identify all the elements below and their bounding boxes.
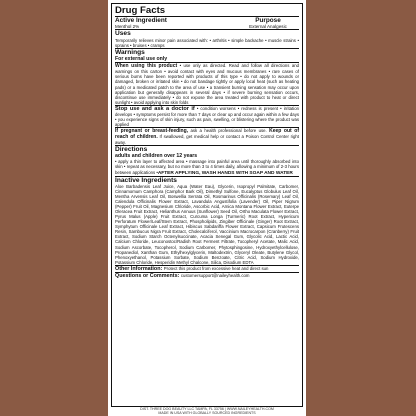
purpose-value: External Analgesic [249, 24, 287, 29]
directions-block [115, 159, 299, 175]
active-ingredient-header-row [115, 17, 299, 24]
stop-use-lead: Stop use and ask a doctor if [115, 105, 195, 112]
directions-heading: Directions [115, 146, 148, 154]
distributor-line: DIST. THREE DOG BEAUTY LLC TAMPA, FL 33756 | WWW.NAILEYHEALTH.COM [140, 407, 274, 411]
other-information-heading: Other Information: [115, 265, 163, 272]
warnings-heading: Warnings [115, 48, 145, 56]
wash-hands-notice: AFTER APPLYING, WASH HANDS WITH SOAP AND WATER [157, 170, 293, 176]
when-using-text: • use only as directed. Read and follow all directions and warnings on this carton • avoid contact with eyes and mucous membranes • rare cases of serious burns have been reported with products of this type • do not apply to wounds or damaged, broken or irritated skin • do not bandage tightly or apply local heat (such as heating pads) or a medicated patch to the area of use • a transient burning sensation may occur upon application but generally disappears in several days • if severe burning sensation occurs, discontinue use immediately • do not expose the area treated with product to heat or direct sunlight • avoid applying into skin folds [115, 63, 299, 105]
swallowed-text: If swallowed, get medical help or contact a Poison Control Center right away. [115, 133, 300, 145]
drug-facts-title: Drug Facts [115, 5, 166, 16]
external-use-notice: For external use only [115, 56, 168, 63]
stop-use-block [115, 106, 299, 127]
inactive-ingredients-heading: Inactive Ingredients [115, 176, 177, 184]
when-using-lead: When using this product [115, 63, 178, 70]
keep-out-of-reach: Keep out of reach of children. [115, 127, 300, 140]
pregnancy-block [115, 128, 299, 145]
support-email: customersupport@naileyhealth.com [180, 272, 250, 278]
uses-text: Temporarily relieves minor pain associated with: • arthritis • simple backache • muscle strains • sprains • bruises • cramps [115, 37, 299, 48]
stop-use-text: • condition worsens • redness is present • irritation develops • symptoms persist for more than 7 days or clear up and occur again within a few days • you experience signs of skin injury, such as pain, swelling, or blistering where the product was applied [115, 105, 299, 127]
active-ingredient-value: Menthol 2% [115, 24, 140, 29]
active-ingredient-header: Active Ingredient [115, 17, 167, 24]
origin-line: MADE IN USA WITH GLOBALLY SOURCED INGREDIENTS [158, 411, 256, 415]
purpose-header: Purpose [255, 17, 281, 24]
directions-text: • apply a thin layer to affected area • massage into painful area until thoroughly absorbed into skin • repeat as necessary, but no more than 3 to 4 times daily, allowing a minimum of 2-3 hours between applications • [115, 159, 299, 175]
questions-row [115, 273, 299, 279]
questions-heading: Questions or Comments: [115, 272, 180, 279]
other-information-text: Protect this product from excessive heat and direct sun [163, 265, 269, 271]
drug-facts-panel [111, 3, 303, 407]
pregnancy-text: ask a health professional before use. [190, 127, 267, 133]
directions-adults-lead: adults and children over 12 years [115, 153, 198, 160]
inactive-ingredients-text: Aloe Barbadensis Leaf Juice, Aqua (Water Eau), Glycerin, Isopropyl Palmitate, Carbomer, Cinnamomum Camphora (Camphor Bark Oil), Dimethyl Sulfone, Eucalyptus Globulus Leaf Oil, Mentha Arvensis Leaf Oil, Boswellia Serrata Oil, Rosmarinus Officinalis (Rosemary) Leaf Oil, Calendula Officinalis Flower Extract, Lavandula Angustifolia (Lavender) Oil, Piper Nigrum (Pepper) Fruit Oil, Magnesium Chloride, Ascorbic Acid, Arnica Montana Flower Extract, Euterpe Oleracea Fruit Extract, Helianthus Annuus (Sunflower) Seed Oil, Ortho Maculata Flower Extract, Pyrus Malus (Apple) Fruit Extract, Curcuma Longa (Turmeric) Root Extract, Hypericum Perforatum Flower/Leaf/Stem Extract, Phospholipids, Zingiber Officinale (Ginger) Root Extract, Symphytum Officinale Leaf Extract, Hibiscus Sabdariffa Flower Extract, Capsicum Frutescens Resin, Sambucus Nigra Fruit Extract, Cholecalciferol, Vaccinium Macrocarpon (Cranberry) Fruit Extract, Sodium Starch Octenylsuccinate, Acacia Senegal Gum, Glycolic Acid, Lactic Acid, Calcium Chloride, Leuconostoc/Radish Root Ferment Filtrate, Tocopheryl Acetate, Malic Acid, Sodium Ascorbate, Tocopherol, Sodium Carbomer, Phytosphingosine, Hydroxyethylcellulose, Propanediol, Xanthan Gum, Ethylhexylglycerin, Maltodextrin, Glyceryl Oleate, Butylene Glycol, Phenoxyethanol, Potassium Sorbate, Sodium Benzoate, Citric Acid, Sodium Hydroxide, Potassium Chloride, Hesperidin Methyl Chalcone, Silica, Disodium EDTA [115, 183, 299, 265]
drug-facts-label [108, 0, 306, 416]
pregnancy-lead: If pregnant or breast-feeding, [115, 127, 189, 134]
uses-heading: Uses [115, 30, 131, 38]
when-using-block [115, 63, 299, 104]
